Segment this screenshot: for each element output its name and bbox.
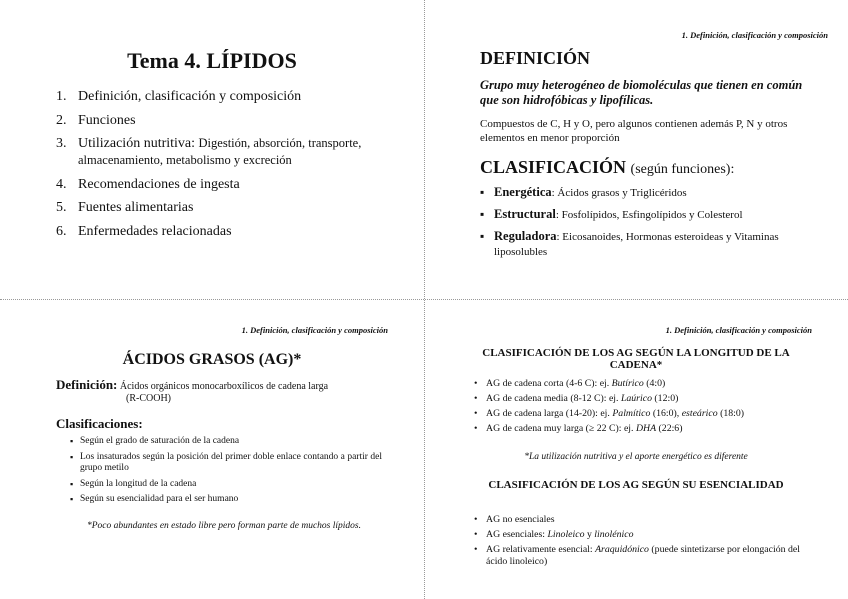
- list-item: • AG relativamente esencial: Araquidónico (puede sintetizarse por elongación del ácido linoleico): [474, 544, 814, 568]
- fatty-acids-definition: Definición: Ácidos orgánicos monocarboxílicos de cadena larga (R-COOH): [56, 377, 329, 404]
- essentiality-list: [474, 514, 814, 571]
- topic-item: 2. Funciones: [56, 112, 136, 128]
- classifications-list: [70, 436, 382, 510]
- list-item: ▪ Estructural: Fosfolípidos, Esfingolípidos y Colesterol: [480, 207, 810, 223]
- list-item: • AG de cadena media (8-12 C): ej. Laúrico (12:0): [474, 393, 814, 405]
- slide-1: [0, 0, 424, 299]
- chain-length-heading: CLASIFICACIÓN DE LOS AG SEGÚN LA LONGITUD DE LA CADENA*: [482, 347, 790, 371]
- composition-text: Compuestos de C, H y O, pero algunos contienen además P, N y otros elementos en menor proporción: [480, 118, 788, 144]
- fatty-acids-title: ÁCIDOS GRASOS (AG)*: [122, 351, 302, 368]
- running-header: 1. Definición, clasificación y composición: [681, 30, 828, 40]
- definition-text: Grupo muy heterogéneo de biomoléculas que tienen en común que son hidrofóbicas y lipofílicas.: [480, 78, 803, 107]
- classification-heading: CLASIFICACIÓN (según funciones):: [480, 157, 735, 177]
- classifications-label: Clasificaciones:: [56, 416, 143, 431]
- topic-item: 1. Definición, clasificación y composición: [56, 89, 302, 104]
- running-header: 1. Definición, clasificación y composición: [665, 325, 812, 335]
- list-item: • AG de cadena muy larga (≥ 22 C): ej. DHA (22:6): [474, 423, 814, 435]
- list-item: ▪ Según su esencialidad para el ser humano: [70, 494, 382, 506]
- list-item: • AG de cadena corta (4-6 C): ej. Butírico (4:0): [474, 378, 814, 390]
- list-item: • AG de cadena larga (14-20): ej. Palmítico (16:0), esteárico (18:0): [474, 408, 814, 420]
- list-item: ▪ Los insaturados según la posición del primer doble enlace contando a partir del grupo metilo: [70, 452, 382, 475]
- essentiality-heading: CLASIFICACIÓN DE LOS AG SEGÚN SU ESENCIALIDAD: [488, 479, 784, 491]
- list-item: • AG no esenciales: [474, 514, 814, 526]
- slide-2: [424, 0, 848, 299]
- classification-list: [480, 185, 810, 266]
- chain-length-list: [474, 378, 814, 438]
- list-item: ▪ Según el grado de saturación de la cadena: [70, 436, 382, 448]
- slide-1-title: Tema 4. LÍPIDOS: [127, 48, 297, 73]
- definition-heading: DEFINICIÓN: [480, 48, 591, 68]
- slide-4: [424, 299, 848, 599]
- topic-item: 5. Fuentes alimentarias: [56, 200, 194, 215]
- list-item: ▪ Reguladora: Eicosanoides, Hormonas esteroideas y Vitaminas liposolubles: [480, 229, 810, 260]
- topic-list: [56, 88, 386, 246]
- list-item: ▪ Según la longitud de la cadena: [70, 479, 382, 491]
- footnote: *La utilización nutritiva y el aporte energético es diferente: [524, 452, 748, 462]
- topic-item: 3. Utilización nutritiva: Digestión, absorción, transporte, almacenamiento, metabolismo y excreción: [56, 136, 362, 167]
- topic-item: 4. Recomendaciones de ingesta: [56, 176, 240, 192]
- running-header: 1. Definición, clasificación y composición: [241, 325, 388, 335]
- list-item: • AG esenciales: Linoleico y linolénico: [474, 529, 814, 541]
- slide-3: [0, 299, 424, 599]
- topic-item: 6. Enfermedades relacionadas: [56, 223, 232, 239]
- footnote: *Poco abundantes en estado libre pero forman parte de muchos lípidos.: [87, 521, 361, 531]
- list-item: ▪ Energética: Ácidos grasos y Triglicéridos: [480, 185, 810, 201]
